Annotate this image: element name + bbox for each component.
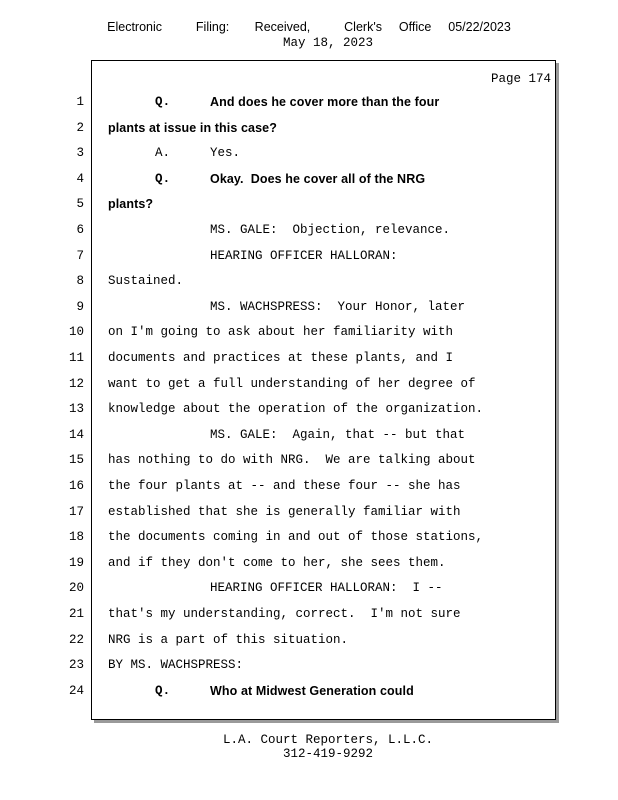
line-number: 9	[76, 299, 84, 314]
transcript-line	[0, 684, 618, 702]
line-text: MS. GALE: Again, that -- but that	[210, 427, 466, 442]
transcript-line	[0, 402, 618, 420]
line-number: 12	[68, 376, 84, 391]
line-number: 2	[76, 120, 84, 135]
line-number: 16	[68, 479, 84, 493]
transcript-line	[0, 453, 618, 471]
line-number: 5	[76, 197, 84, 212]
line-text: the four plants at -- and these four -- she has	[108, 479, 461, 493]
line-number: 23	[68, 658, 84, 673]
qa-marker: Q.	[155, 95, 171, 109]
transcript-line	[0, 325, 618, 343]
line-number: 21	[68, 607, 84, 621]
line-number: 6	[76, 223, 84, 237]
line-text: established that she is generally familiar with	[108, 504, 461, 519]
line-number: 10	[68, 325, 84, 340]
qa-marker: A.	[155, 146, 171, 161]
transcript-line	[0, 658, 618, 676]
line-number: 22	[68, 632, 84, 647]
line-number: 3	[76, 146, 84, 161]
transcript-line	[0, 197, 618, 215]
transcript-line	[0, 121, 618, 139]
transcript-line	[0, 274, 618, 292]
line-text: documents and practices at these plants, and I	[108, 351, 454, 365]
line-text: plants at issue in this case?	[108, 120, 277, 135]
line-text: that's my understanding, correct. I'm not sure	[108, 607, 461, 621]
transcript-line	[0, 428, 618, 446]
line-text: MS. GALE: Objection, relevance.	[210, 223, 451, 237]
transcript-line	[0, 505, 618, 523]
transcript-line	[0, 146, 618, 164]
transcript-line	[0, 249, 618, 267]
line-text: plants?	[108, 197, 154, 212]
transcript-line	[0, 95, 618, 113]
line-text: HEARING OFFICER HALLORAN: I --	[210, 581, 443, 596]
line-text: Sustained.	[108, 274, 184, 289]
transcript-line	[0, 300, 618, 318]
line-text: Okay. Does he cover all of the NRG	[210, 171, 426, 186]
transcript-line	[0, 377, 618, 395]
line-number: 11	[68, 351, 84, 365]
transcript-line	[0, 530, 618, 548]
transcript-line	[0, 607, 618, 625]
page-number: Page 174	[490, 72, 551, 86]
line-number: 20	[68, 581, 84, 596]
line-number: 24	[68, 683, 84, 698]
line-number: 18	[68, 530, 84, 545]
transcript-line	[0, 633, 618, 651]
qa-marker: Q.	[155, 683, 171, 698]
line-text: want to get a full understanding of her degree of	[108, 376, 476, 391]
transcript-line	[0, 581, 618, 599]
line-text: BY MS. WACHSPRESS:	[108, 658, 244, 673]
transcript-line	[0, 556, 618, 574]
line-number: 17	[68, 504, 84, 519]
line-text: has nothing to do with NRG. We are talking about	[108, 453, 476, 468]
line-number: 14	[68, 427, 84, 442]
filing-stamp: Electronic Filing: Received, Clerk's Office 05/22/2023	[107, 20, 511, 34]
line-number: 1	[76, 95, 84, 109]
line-text: on I'm going to ask about her familiarity with	[108, 325, 454, 340]
reporter-phone: 312-419-9292	[282, 747, 373, 761]
qa-marker: Q.	[155, 171, 171, 186]
line-text: And does he cover more than the four	[210, 95, 440, 109]
line-number: 19	[68, 555, 84, 570]
transcript-line	[0, 351, 618, 369]
line-text: Who at Midwest Generation could	[210, 683, 414, 698]
line-text: knowledge about the operation of the organization.	[108, 402, 484, 417]
line-text: the documents coming in and out of those stations,	[108, 530, 484, 545]
line-text: NRG is a part of this situation.	[108, 632, 349, 647]
transcript-date: May 18, 2023	[282, 36, 373, 50]
line-text: MS. WACHSPRESS: Your Honor, later	[210, 299, 466, 314]
line-text: HEARING OFFICER HALLORAN:	[210, 248, 398, 263]
line-number: 13	[68, 402, 84, 417]
line-number: 7	[76, 248, 84, 263]
transcript-line	[0, 172, 618, 190]
transcript-line	[0, 479, 618, 497]
line-text: Yes.	[210, 146, 241, 161]
line-number: 4	[76, 171, 84, 186]
line-number: 15	[68, 453, 84, 468]
transcript-line	[0, 223, 618, 241]
reporter-company: L.A. Court Reporters, L.L.C.	[222, 733, 434, 747]
line-number: 8	[76, 274, 84, 289]
line-text: and if they don't come to her, she sees them.	[108, 555, 446, 570]
